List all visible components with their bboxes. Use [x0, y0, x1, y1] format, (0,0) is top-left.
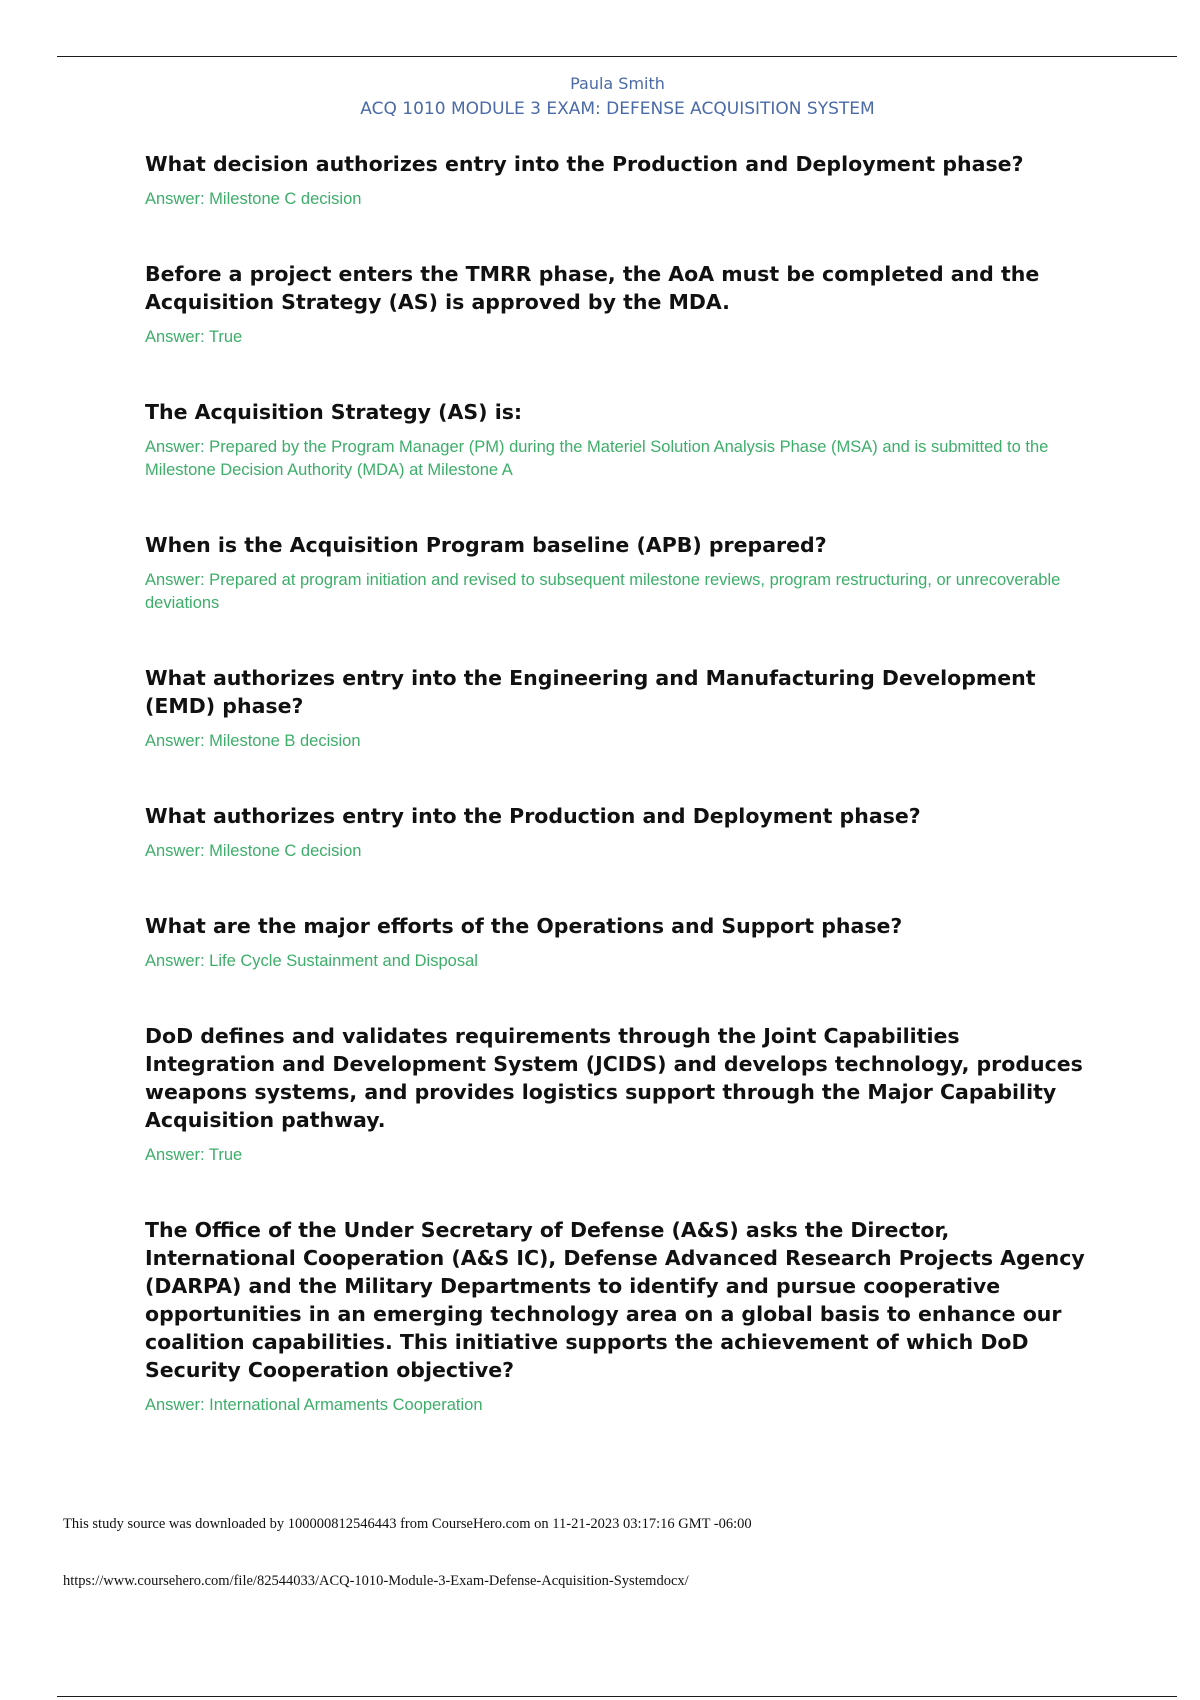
answer-text: Answer: International Armaments Cooperation	[145, 1396, 483, 1414]
answer-text: Answer: Prepared at program initiation and revised to subsequent milestone reviews, program restructuring, or unrecoverable deviations	[145, 571, 1061, 612]
question-text: Before a project enters the TMRR phase, the AoA must be completed and the Acquisition Strategy (AS) is approved by the MDA.	[145, 262, 1040, 314]
qa-item	[145, 912, 1095, 973]
question-text: DoD defines and validates requirements through the Joint Capabilities Integration and Development System (JCIDS) and develops technology, produces weapons systems, and provides logistics support through the Major Capability Acquisition pathway.	[145, 1024, 1083, 1132]
qa-item	[145, 664, 1095, 753]
qa-item	[145, 150, 1095, 211]
answer-text: Answer: Life Cycle Sustainment and Disposal	[145, 952, 478, 970]
question-text: What are the major efforts of the Operations and Support phase?	[145, 914, 903, 938]
qa-item	[145, 802, 1095, 863]
question-text: What decision authorizes entry into the Production and Deployment phase?	[145, 152, 1024, 176]
question-text: When is the Acquisition Program baseline (APB) prepared?	[145, 533, 827, 557]
answer-text: Answer: Milestone C decision	[145, 842, 362, 860]
question-text: The Acquisition Strategy (AS) is:	[145, 400, 523, 424]
qa-item	[145, 531, 1095, 615]
download-notice: This study source was downloaded by 100000812546443 from CourseHero.com on 11-21-2023 03:17:16 GMT -06:00	[63, 1516, 752, 1532]
question-text: What authorizes entry into the Engineering and Manufacturing Development (EMD) phase?	[145, 666, 1036, 718]
answer-text: Answer: True	[145, 328, 243, 346]
qa-item	[145, 1216, 1095, 1417]
author-name: Paula Smith	[570, 74, 665, 93]
qa-item	[145, 260, 1095, 349]
qa-item	[145, 398, 1095, 482]
qa-item	[145, 1022, 1095, 1167]
top-rule	[57, 56, 1177, 57]
question-text: The Office of the Under Secretary of Defense (A&S) asks the Director, International Cooperation (A&S IC), Defense Advanced Research Projects Agency (DARPA) and the Military Departments to identify and pursue cooperative opportunities in an emerging technology area on a global basis to enhance our coalition capabilities. This initiative supports the achievement of which DoD Security Cooperation objective?	[145, 1218, 1085, 1382]
answer-text: Answer: Prepared by the Program Manager (PM) during the Materiel Solution Analysis Phase (MSA) and is submitted to the Milestone Decision Authority (MDA) at Milestone A	[145, 438, 1049, 479]
answer-text: Answer: Milestone B decision	[145, 732, 361, 750]
document-title: ACQ 1010 MODULE 3 EXAM: DEFENSE ACQUISITION SYSTEM	[360, 99, 875, 119]
source-url-link[interactable]: https://www.coursehero.com/file/82544033/ACQ-1010-Module-3-Exam-Defense-Acquisition-Systemdocx/	[63, 1573, 689, 1589]
question-text: What authorizes entry into the Production and Deployment phase?	[145, 804, 921, 828]
bottom-rule	[57, 1696, 1177, 1697]
document-header	[0, 72, 1200, 122]
answer-text: Answer: True	[145, 1146, 243, 1164]
answer-text: Answer: Milestone C decision	[145, 190, 362, 208]
question-list	[145, 150, 1095, 1466]
